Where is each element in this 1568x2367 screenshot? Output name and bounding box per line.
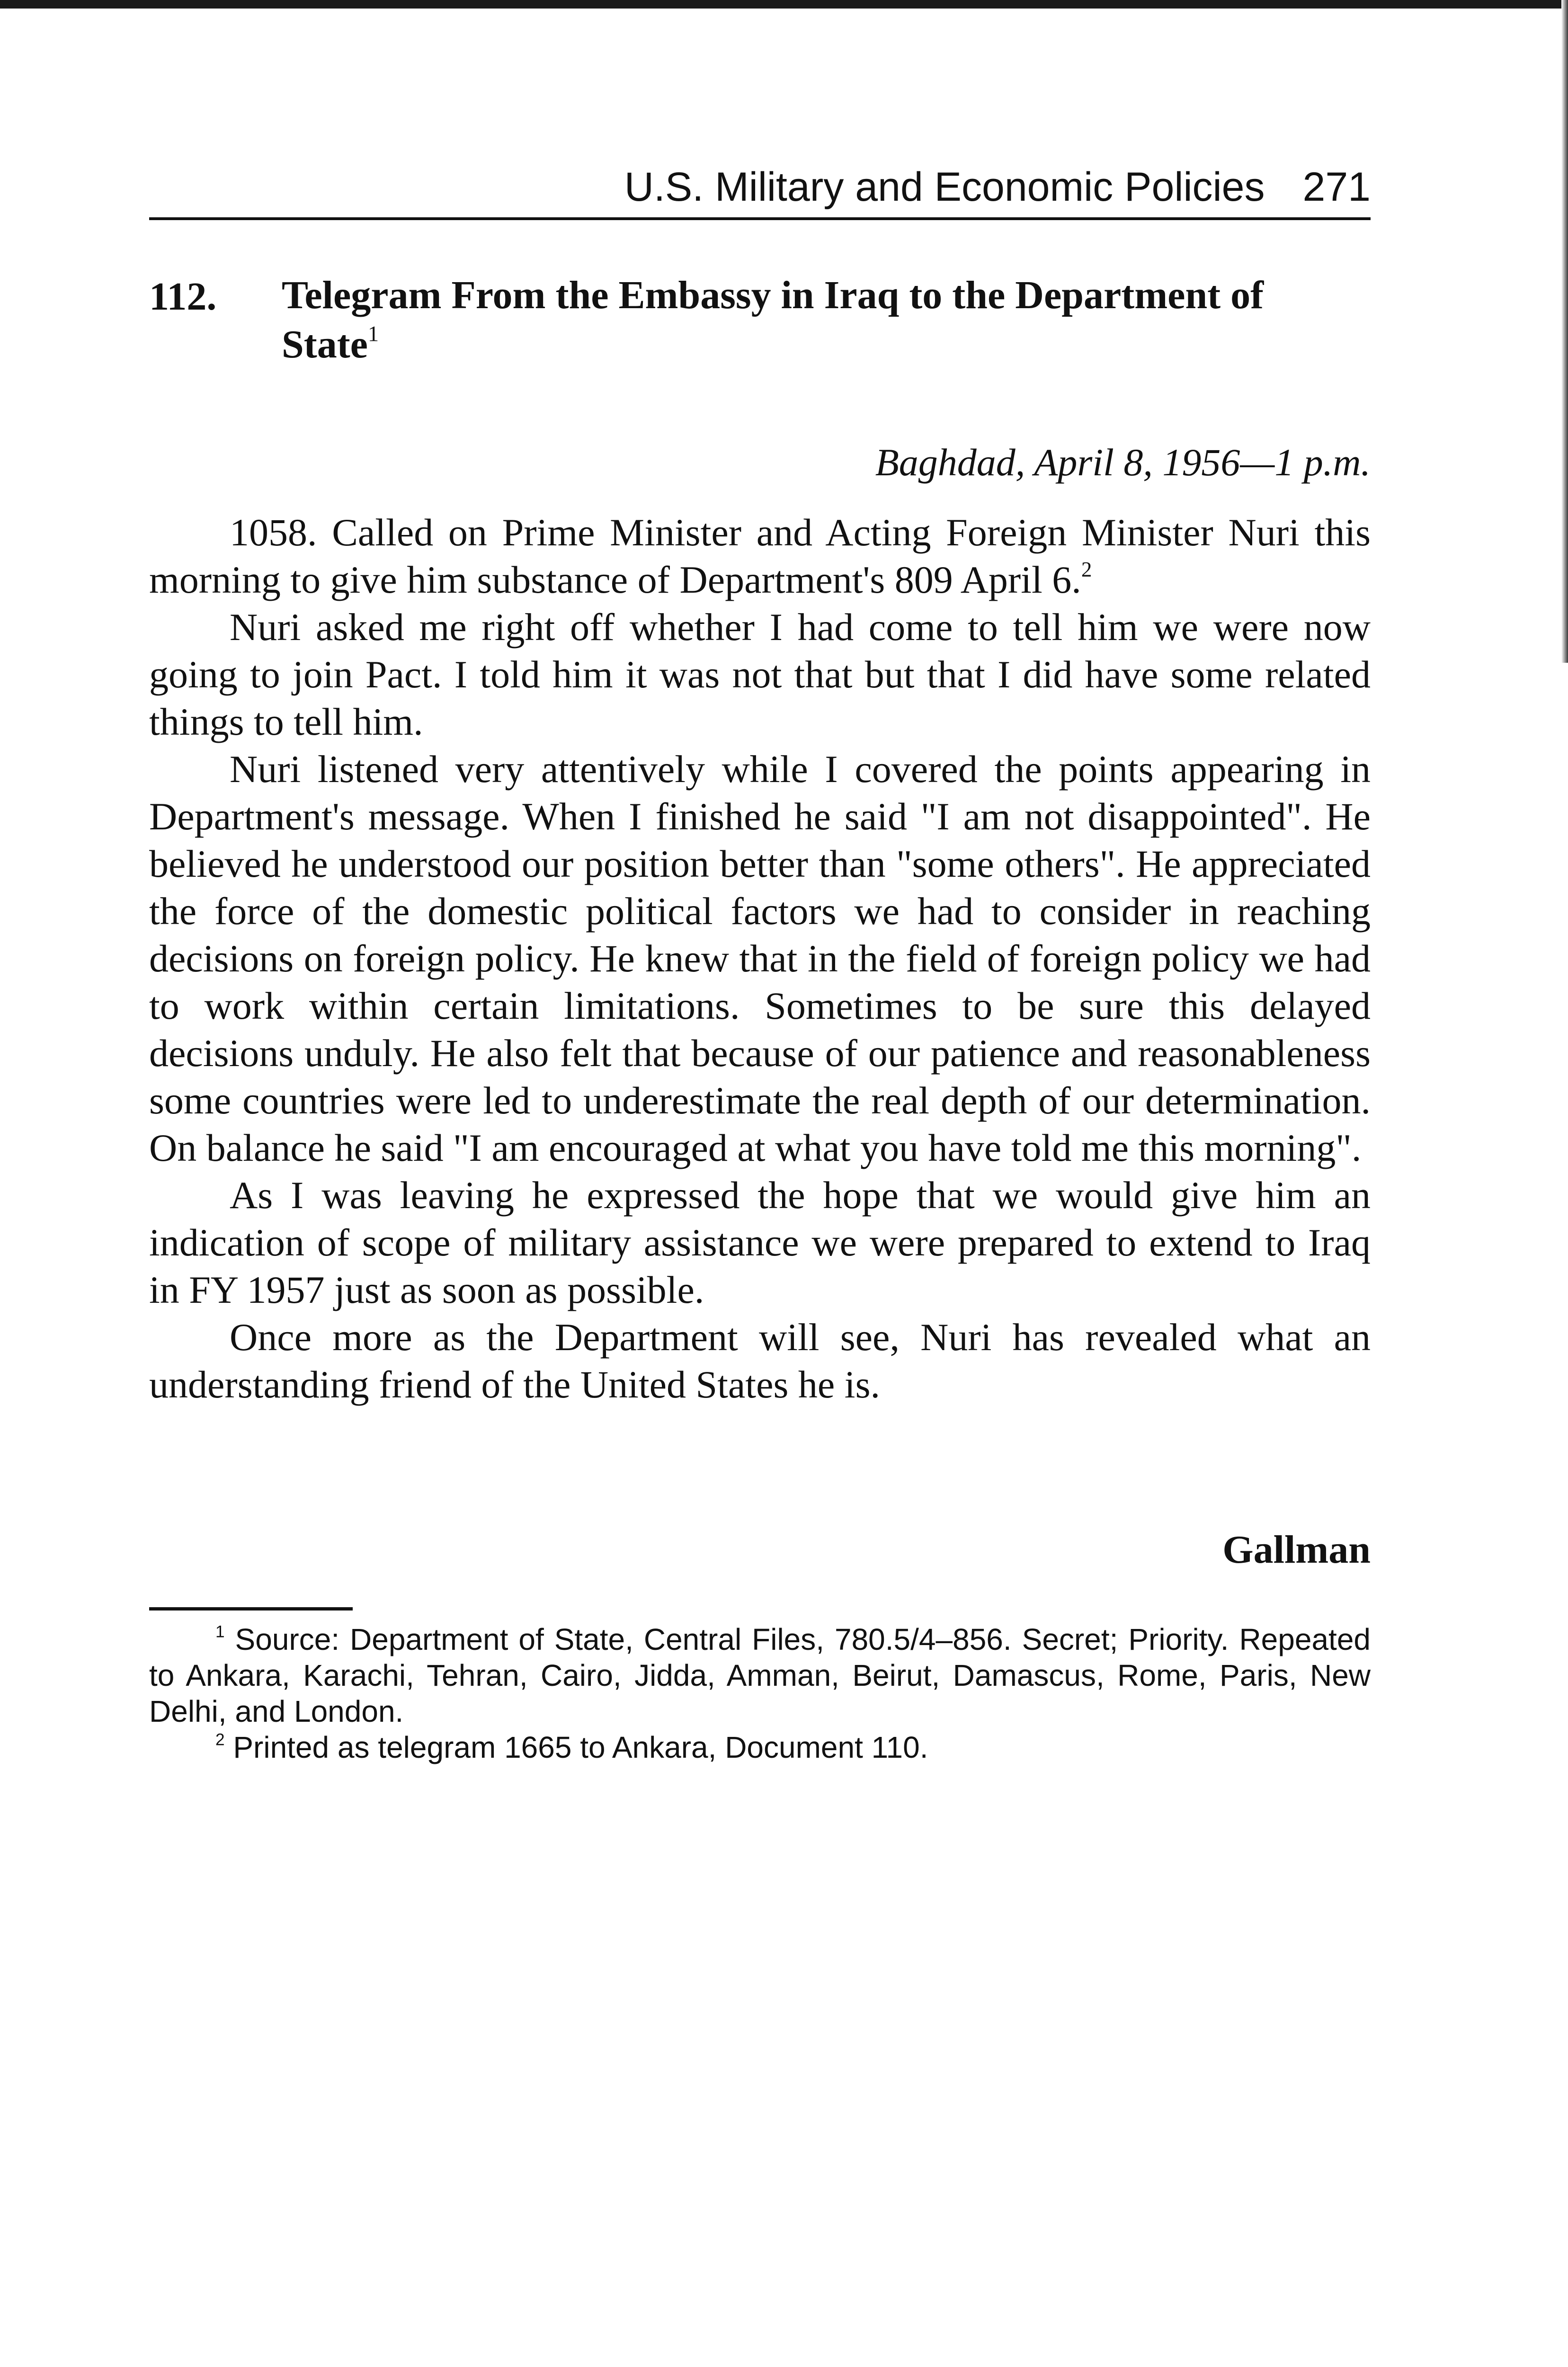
body-paragraph: Nuri listened very attentively while I covered the points appearing in Department's message. When I finished he said "I am not disappointed". He believed he understood our position better than "some others". He appreciated the force of the domestic political factors we had to consider in reaching decisions on foreign policy. He knew that in the field of foreign policy we had to work within certain limitations. Sometimes to be sure this delayed decisions unduly. He also felt that because of our patience and reasonableness some countries were led to underestimate the real depth of our determination. On balance he said "I am encouraged at what you have told me this morning". bbox=[149, 747, 1371, 1169]
document-title bbox=[282, 271, 1371, 369]
document-number: 112. bbox=[149, 275, 217, 319]
footnote-text: Source: Department of State, Central Files, 780.5/4–856. Secret; Priority. Repeated to Ankara, Karachi, Tehran, Cairo, Jidda, Amman, Beirut, Damascus, Rome, Paris, New Delhi, and London. bbox=[149, 1622, 1371, 1728]
telegram-body bbox=[149, 509, 1371, 1408]
running-head-title: U.S. Military and Economic Policies bbox=[624, 164, 1265, 210]
document-title-text: Telegram From the Embassy in Iraq to the Department of State bbox=[282, 273, 1264, 366]
footnote bbox=[149, 1729, 1371, 1765]
footnote-ref-2: 2 bbox=[1081, 558, 1092, 582]
footnote-divider bbox=[149, 1607, 353, 1611]
footnote bbox=[149, 1621, 1371, 1729]
scan-right-edge bbox=[1561, 0, 1568, 663]
body-paragraph: Nuri asked me right off whether I had come to tell him we were now going to join Pact. I told him it was not that but that I did have some related things to tell him. bbox=[149, 605, 1371, 743]
footnotes bbox=[149, 1621, 1371, 1765]
dateline: Baghdad, April 8, 1956—1 p.m. bbox=[875, 441, 1371, 484]
body-paragraph: 1058. Called on Prime Minister and Acting Foreign Minister Nuri this morning to give him substance of Department's 809 April 6.$^2$ bbox=[149, 511, 1371, 601]
body-paragraph: As I was leaving he expressed the hope that we would give him an indication of scope of military assistance we were prepared to extend to Iraq in FY 1957 just as soon as possible. bbox=[149, 1174, 1371, 1311]
footnote-ref-1: 1 bbox=[367, 321, 379, 346]
scan-top-edge bbox=[0, 0, 1568, 9]
footnote-text: Printed as telegram 1665 to Ankara, Document 110. bbox=[233, 1730, 928, 1764]
footnote-marker: 2 bbox=[215, 1730, 225, 1749]
footnote-marker: 1 bbox=[215, 1622, 225, 1641]
body-paragraph: Once more as the Department will see, Nuri has revealed what an understanding friend of the United States he is. bbox=[149, 1316, 1371, 1406]
signature: Gallman bbox=[1222, 1528, 1371, 1572]
running-head bbox=[149, 164, 1371, 220]
page-number: 271 bbox=[1302, 164, 1371, 210]
